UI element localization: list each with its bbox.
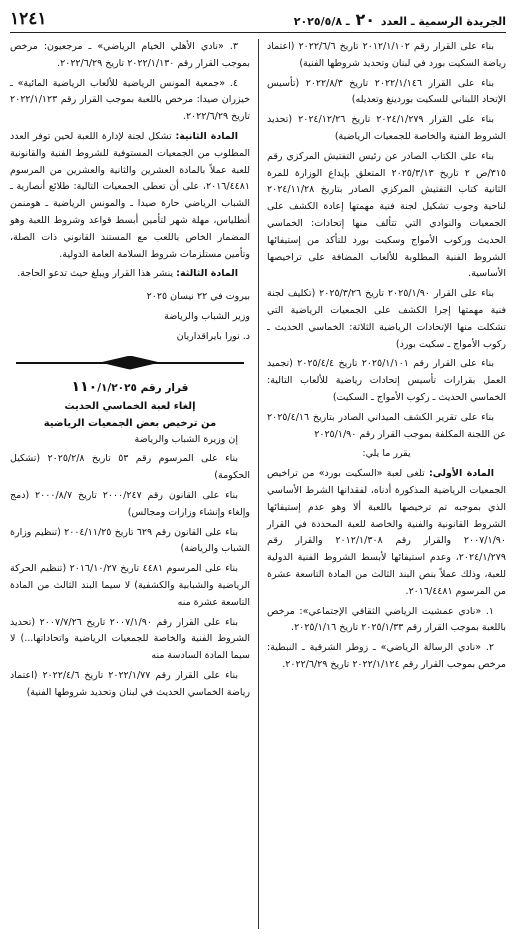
recital: بناء على المرسوم رقم ٥٣ تاريخ ٢٠٢٥/٢/٨ (تشكيل الحكومة): [10, 453, 250, 482]
recital: بناء على القرار رقم ٢٠٢٥/١/١٠١ تاريخ ٢٠٢٥/٤/٤ (تجميد العمل بقرارات تأسيس إتحادات رياضية للألعاب التالية: الخماسي الحديث ـ ركوب الأمواج ـ السكيت): [267, 358, 506, 403]
issue-date: ـ ٢٠٢٥/٥/٨: [293, 14, 350, 28]
page-number: ١٢٤١: [10, 9, 47, 29]
recital: بناء على القرار رقم ٢٠١٢/١/١٠٢ تاريخ ٢٠٢٢/٦/٦ (اعتماد رياضة السكيت بورد في لبنان وتحديد شروطها الفنية): [267, 41, 506, 69]
decision-subtitle: من ترخيص بعض الجمعيات الرياضية: [43, 417, 217, 429]
recital: بناء على القرار رقم ٢٠٢٢/١/٧٧ تاريخ ٢٠٢٢/٤/٦ (اعتماد رياضة الخماسي الحديث في لبنان وتحديد شروطها الفنية): [10, 669, 250, 698]
decision-title: إلغاء لعبة الخماسي الحديث: [64, 400, 196, 412]
recital: بناء على المرسوم ٤٤٨١ تاريخ ٢٠١٦/١٠/٢٧ (تنظيم الحركة الرياضية والشبابية والكشفية) لا سيما البند الثالث من المادة التاسعة عشرة منه: [10, 563, 250, 608]
two-column-body: [10, 39, 506, 929]
list-item: ٤. «جمعية المونس الرياضية للألعاب الرياضية المائية» ـ خيزران صيدا: مرخص باللعبة بموجب القرار رقم ٢٠٢٢/١/١٢٣ تاريخ ٢٠٢٢/٦/٢٩.: [10, 77, 250, 123]
recital: بناء على القرار ٢٠٢٤/١/٢٧٩ تاريخ ٢٠٢٤/١٢/٢٦ (تحديد الشروط الفنية والخاصة للجمعيات الرياضية): [267, 114, 506, 142]
article-1-text: تلغى لعبة «السكيت بورد» من تراخيص الجمعيات الرياضية المذكورة أدناه، لفقدانها الشرط الأساسي الذي بموجبه تم ترخيصها باللعبة ألا وهو عدم إستيفائها الشروط القانونية والفنية والخاصة للعبة المحددة في القرار ٢٠٠٧/١/٩٠ والقرار رقم ٢٠١٢/١/٣٠٨ والقرار رقم ٢٠٢٤/١/٢٧٩، وعدم استيفائها لأبسط الشروط الفنية الدولية للعبة، وذلك عملاً بنص البند الثالث من المادة التاسعة عشرة من المرسوم ٢٠١٦/٤٤٨١.: [267, 468, 506, 597]
recital: بناء على الكتاب الصادر عن رئيس التفتيش المركزي رقم ٣١٥/ص ٢ تاريخ ٢٠٢٥/٣/١٣ المتعلق بإيداع الوزارة للمرة الثانية كتاب التفتيش المركزي الصادر بتاريخ ٢٠٢٤/١١/٢٨ لناحية وجوب تشكيل لجنة فنية مهمتها إعادة الكشف على الجمعيات والنوادي التي تتألف منها إتحادات: الخماسي الحديث وركوب الأمواج وسكيت بورد للتأكد من إستيفائها الشروط الفنية المطلوبة للألعاب المضافة على تراخيصها الأساسية.: [267, 150, 506, 280]
gazette-title: [294, 10, 506, 29]
list-item: ٣. «نادي الأهلي الخيام الرياضي» ـ مرجعيون: مرخص بموجب القرار رقم ٢٠٢٢/١/١٣٠ تاريخ ٢٠٢٢/٦/٢٩.: [10, 41, 250, 69]
signature-role: وزير الشباب والرياضة: [164, 310, 250, 322]
gazette-name: الجريدة الرسمية ـ العدد: [380, 14, 506, 28]
signature-block: [10, 289, 250, 345]
list-item: ١. «نادي عمشيت الرياضي الثقافي الإجتماعي»: مرخص باللعبة بموجب القرار رقم ٢٠٢٥/١/٣٣ تاريخ ٢٠٢٥/١/١٦.: [267, 605, 506, 634]
article-2: [10, 129, 250, 263]
recital: بناء على القانون رقم ٢٠٠٠/٢٤٧ تاريخ ٢٠٠٠/٨/٧ (دمج وإلغاء وإنشاء وزارات ومجالس): [10, 489, 250, 518]
recital: بناء على تقرير الكشف الميداني الصادر بتاريخ ٢٠٢٥/٤/١٦ عن اللجنة المكلفة بموجب القرار رقم ٢٠٢٥/١/٩٠: [267, 411, 506, 440]
decision-number: [10, 378, 250, 398]
recital: بناء على القرار ٢٠٢٥/١/٩٠ تاريخ ٢٠٢٥/٣/٢٦ (تكليف لجنة فنية مهمتها إجرا الكشف على الجمعيات الرياضية التي تشكلت منها الإتحادات الرياضية الثلاثة: الخماسي الحديث ـ ركوب الأمواج ـ سكيت بورد): [267, 288, 506, 350]
section-divider: [10, 356, 250, 370]
recital: بناء على القرار رقم ٢٠٠٧/١/٩٠ تاريخ ٢٠٠٧/٧/٢٦ (تحديد الشروط الفنية والخاصة للجمعيات الرياضية واتحاداتها...) لا سيما المادة السادسة منه: [10, 616, 250, 662]
recital: بناء على القانون رقم ٦٢٩ تاريخ ٢٠٠٤/١١/٢٥ (تنظيم وزارة الشباب والرياضة): [10, 526, 250, 555]
decides-heading: يقرر ما يلي:: [362, 448, 411, 460]
recital: بناء على القرار ٢٠٢٢/١/١٤٦ تاريخ ٢٠٢٢/٨/٣ (تأسيس الإتحاد اللبناني للسكيت بوردينغ وتعديله): [267, 77, 506, 106]
article-3-text: ينشر هذا القرار ويبلغ حيث تدعو الحاجة.: [17, 268, 174, 280]
page-header: [10, 8, 506, 33]
signature-name: د. نورا بايراقداريان: [176, 330, 250, 342]
article-3: [10, 266, 250, 283]
signature-place-date: بيروت في ٢٢ نيسان ٢٠٢٥: [146, 291, 250, 303]
issuer: إن وزيرة الشباب والرياضة: [134, 433, 238, 445]
article-1-label: المادة الأولى:: [428, 468, 494, 480]
article-3-label: المادة الثالثة:: [176, 268, 238, 280]
decision-suffix: /١/٢٠٢٥: [97, 381, 137, 394]
left-column: [10, 39, 258, 929]
list-item: ٢. «نادي الرسالة الرياضي» ـ زوطر الشرقية ـ النبطية: مرخص بموجب القرار رقم ٢٠٢٢/١/١٢٤ تاريخ ٢٠٢٢/٦/٢٩.: [267, 642, 506, 670]
decision-prefix: قرار رقم: [140, 381, 189, 394]
article-2-label: المادة الثانية:: [175, 130, 238, 142]
article-1: [267, 466, 506, 600]
right-column: [258, 39, 506, 929]
issue-number: ٢٠: [355, 9, 376, 29]
article-2-text: تشكل لجنة لإدارة اللعبة لحين توفر العدد المطلوب من الجمعيات المستوفية للشروط الفنية والقانونية للعبة عملاً بالمادة العشرين والثانية والعشرين من المرسوم ٢٠١٦/٤٤٨١، على أن تعطى الجمعيات التالية: طلائع أنصارية ـ الشباب الرياضي حارة صيدا ـ والمونس الرياضية ـ هومنمن أنطلياس، مهلة شهر لتأمين أبسط قواعد وشروط اللعبة وهو المضمار الخاص باللعب مع المستند القانوني ذات الصلة، وتأمين مستلزمات شروط السلامة العامة الدولية.: [10, 130, 250, 260]
decision-number-value: ١١٠: [71, 378, 98, 395]
